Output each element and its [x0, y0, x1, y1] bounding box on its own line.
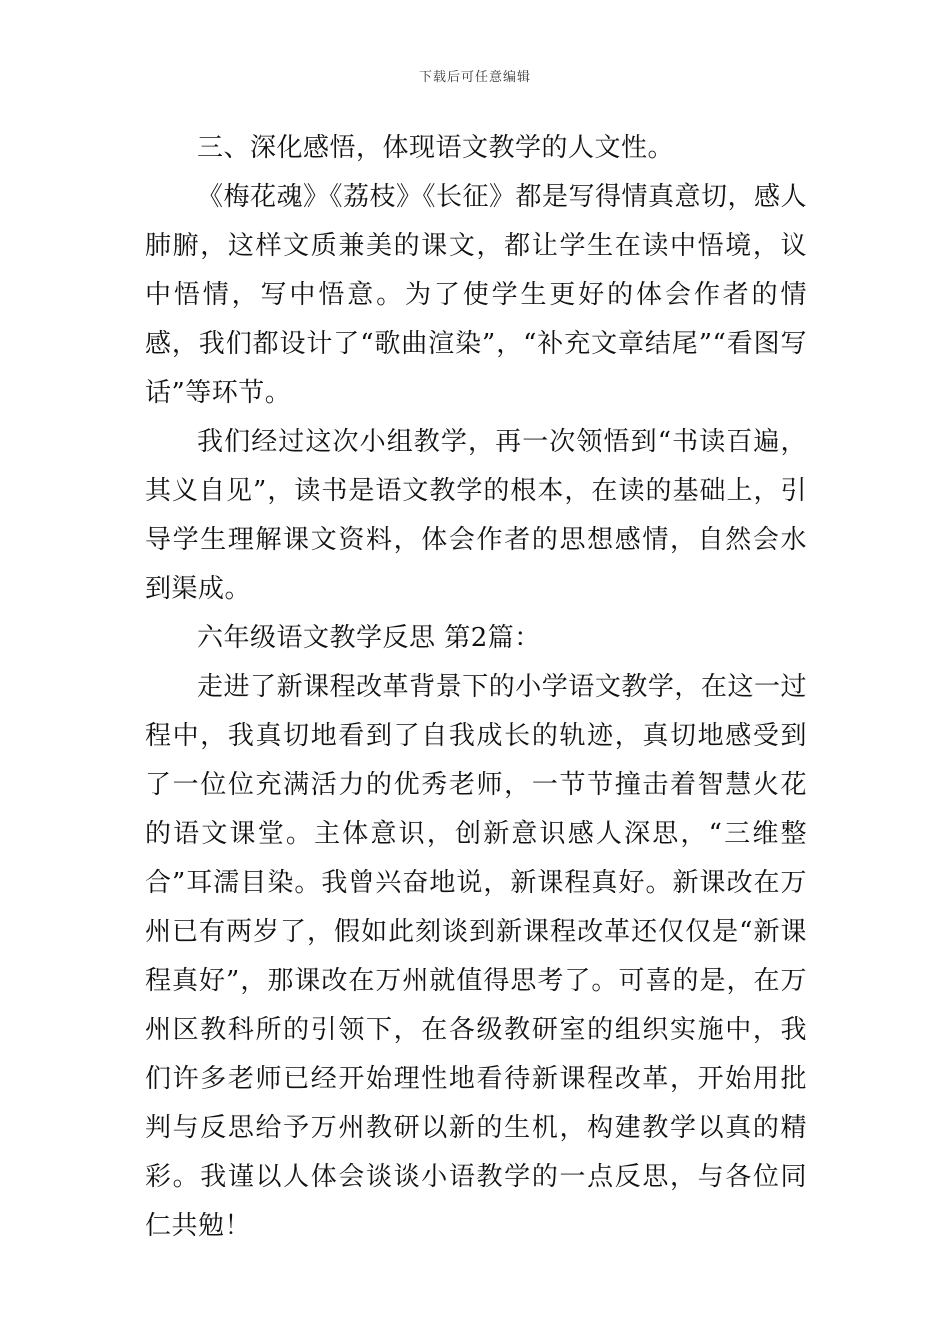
document-body [145, 124, 807, 1251]
section-heading: 三、深化感悟，体现语文教学的人文性。 [197, 133, 675, 163]
article-title: 六年级语文教学反思 第2篇： [197, 623, 541, 653]
header-note: 下载后可任意编辑 [418, 70, 531, 85]
article-paragraph-1: 走进了新课程改革背景下的小学语文教学，在这一过程中，我真切地看到了自我成长的轨迹，真切地感受到了一位位充满活力的优秀老师，一节节撞击着智慧火花的语文课堂。主体意识，创新意识感人深思，“三维整合”耳濡目染。我曾兴奋地说，新课程真好。新课改在万州已有两岁了，假如此刻谈到新课程改革还仅仅是“新课程真好”，那课改在万州就值得思考了。可喜的是，在万州区教科所的引领下，在各级教研室的组织实施中，我们许多老师已经开始理性地看待新课程改革，开始用批判与反思给予万州教研以新的生机，构建教学以真的精彩。我谨以人体会谈谈小语教学的一点反思，与各位同仁共勉！ [145, 672, 807, 1241]
paragraph-1: 《梅花魂》《荔枝》《长征》都是写得情真意切，感人肺腑，这样文质兼美的课文，都让学生在读中悟境，议中悟情，写中悟意。为了使学生更好的体会作者的情感，我们都设计了“歌曲渲染”，“补充文章结尾”“看图写话”等环节。 [145, 182, 808, 408]
paragraph-2: 我们经过这次小组教学，再一次领悟到“书读百遍，其义自见”，读书是语文教学的根本，在读的基础上，引导学生理解课文资料，体会作者的思想感情，自然会水到渠成。 [145, 427, 807, 604]
